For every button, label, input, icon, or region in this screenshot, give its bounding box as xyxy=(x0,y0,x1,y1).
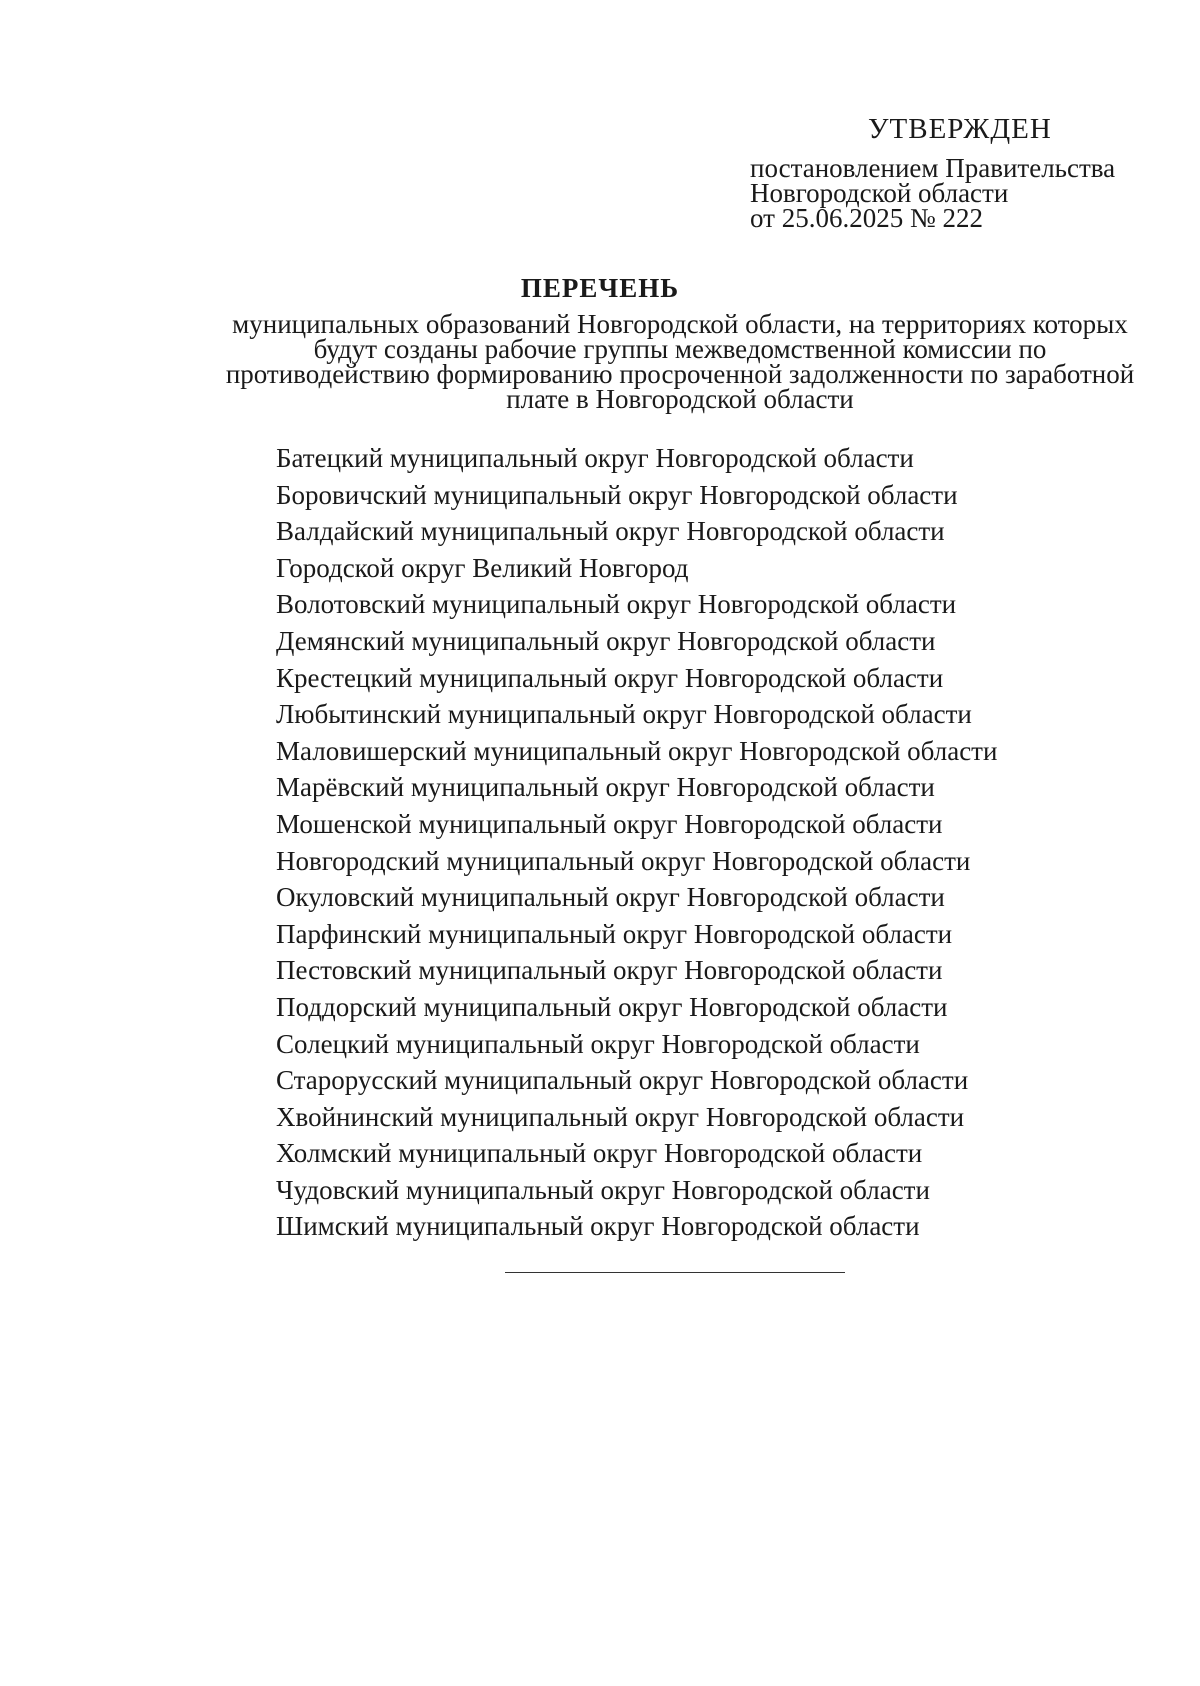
closing-divider xyxy=(505,1272,845,1273)
document-subtitle xyxy=(210,309,1150,414)
municipality-item: Волотовский муниципальный округ Новгородской области xyxy=(276,589,957,620)
municipality-item: Пестовский муниципальный округ Новгородской области xyxy=(276,955,943,986)
municipality-item: Хвойнинский муниципальный округ Новгородской области xyxy=(276,1101,965,1132)
municipality-item: Любытинский муниципальный округ Новгородской области xyxy=(276,699,972,730)
municipality-item: Валдайский муниципальный округ Новгородской области xyxy=(276,516,945,547)
document-title: ПЕРЕЧЕНЬ xyxy=(520,273,680,303)
municipality-item: Чудовский муниципальный округ Новгородской области xyxy=(276,1174,930,1205)
approval-line-date-number: от 25.06.2025 № 222 xyxy=(750,203,983,233)
municipality-item: Марёвский муниципальный округ Новгородской области xyxy=(276,772,935,803)
subtitle-line: муниципальных образований Новгородской области, на территориях которых xyxy=(232,309,1128,339)
subtitle-line: противодействию формированию просроченной задолженности по заработной xyxy=(225,359,1135,389)
municipality-item: Парфинский муниципальный округ Новгородской области xyxy=(276,918,953,949)
municipality-item: Поддорский муниципальный округ Новгородской области xyxy=(276,991,948,1022)
municipality-item: Старорусский муниципальный округ Новгородской области xyxy=(276,1065,969,1096)
municipality-list xyxy=(276,440,997,1245)
municipality-item: Холмский муниципальный округ Новгородской области xyxy=(276,1138,923,1169)
approved-heading: УТВЕРЖДЕН xyxy=(868,113,1052,145)
subtitle-line: будут созданы рабочие группы межведомственной комиссии по xyxy=(313,334,1047,364)
municipality-item: Солецкий муниципальный округ Новгородской области xyxy=(276,1028,920,1059)
municipality-item: Боровичский муниципальный округ Новгородской области xyxy=(276,479,958,510)
approval-details xyxy=(750,153,1116,233)
municipality-item: Батецкий муниципальный округ Новгородской области xyxy=(276,443,914,473)
municipality-item: Городской округ Великий Новгород xyxy=(276,552,689,583)
municipality-item: Мошенской муниципальный округ Новгородской области xyxy=(276,808,943,839)
municipality-item: Окуловский муниципальный округ Новгородской области xyxy=(276,882,945,913)
municipality-item: Маловишерский муниципальный округ Новгородской области xyxy=(276,735,998,766)
municipality-item: Шимский муниципальный округ Новгородской области xyxy=(276,1211,920,1242)
municipality-item: Крестецкий муниципальный округ Новгородской области xyxy=(276,662,944,693)
municipality-item: Новгородский муниципальный округ Новгородской области xyxy=(276,845,971,876)
approval-line-region: Новгородской области xyxy=(750,178,1009,208)
approval-line-resolution: постановлением Правительства xyxy=(750,153,1116,183)
subtitle-line: плате в Новгородской области xyxy=(506,384,854,414)
municipality-item: Демянский муниципальный округ Новгородской области xyxy=(276,625,936,656)
